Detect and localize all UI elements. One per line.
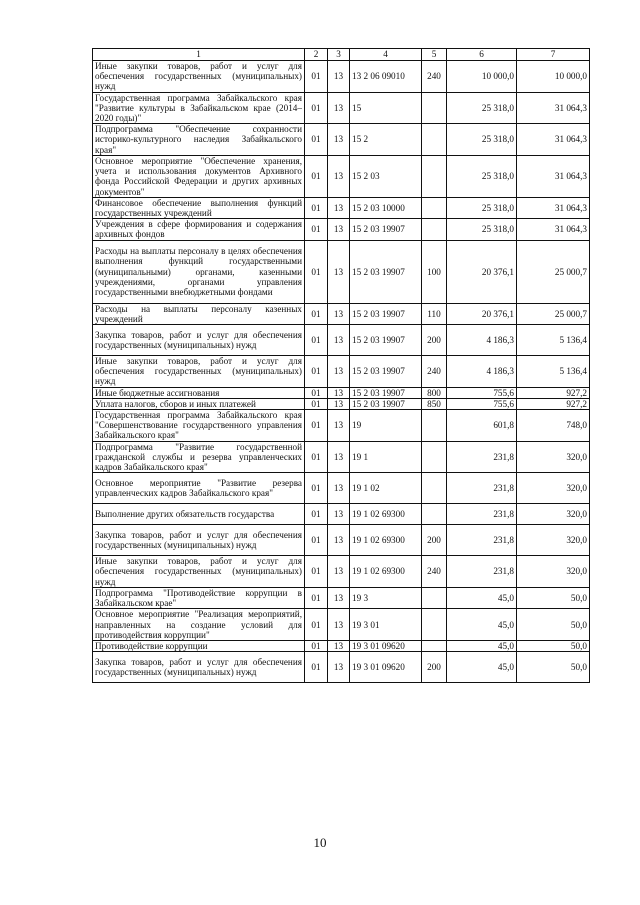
amount-year1-cell: 25 318,0: [447, 155, 517, 197]
section-code-cell: 01: [305, 587, 328, 608]
subsection-code-cell: 13: [328, 504, 350, 525]
table-row: [93, 652, 590, 683]
target-article-cell: 15 2 03 19907: [350, 303, 422, 324]
amount-year1-cell: 4 186,3: [447, 356, 517, 388]
section-code-cell: 01: [305, 356, 328, 388]
amount-year1-cell: 10 000,0: [447, 61, 517, 93]
expense-type-cell: 100: [422, 240, 447, 303]
section-code-cell: 01: [305, 652, 328, 683]
expense-type-cell: 200: [422, 525, 447, 556]
target-article-cell: 15 2 03 19907: [350, 325, 422, 356]
header-cell: 7: [517, 49, 590, 61]
section-code-cell: 01: [305, 473, 328, 504]
expense-type-cell: 800: [422, 387, 447, 398]
table-row: [93, 325, 590, 356]
header-cell: 1: [93, 49, 305, 61]
subsection-code-cell: 13: [328, 556, 350, 588]
target-article-cell: 15: [350, 92, 422, 124]
amount-year1-cell: 45,0: [447, 640, 517, 651]
expense-type-cell: [422, 640, 447, 651]
table-row: [93, 587, 590, 608]
header-cell: 6: [447, 49, 517, 61]
row-name-cell: Закупка товаров, работ и услуг для обеспечения государственных (муниципальных) нужд: [93, 652, 305, 683]
header-cell: 2: [305, 49, 328, 61]
amount-year2-cell: 25 000,7: [517, 303, 590, 324]
section-code-cell: 01: [305, 387, 328, 398]
target-article-cell: 15 2 03: [350, 155, 422, 197]
section-code-cell: 01: [305, 61, 328, 93]
row-name-cell: Выполнение других обязательств государства: [93, 504, 305, 525]
expense-type-cell: [422, 410, 447, 442]
target-article-cell: 19: [350, 410, 422, 442]
subsection-code-cell: 13: [328, 640, 350, 651]
header-cell: 4: [350, 49, 422, 61]
table-row: [93, 303, 590, 324]
subsection-code-cell: 13: [328, 587, 350, 608]
expense-type-cell: [422, 92, 447, 124]
amount-year1-cell: 20 376,1: [447, 303, 517, 324]
subsection-code-cell: 13: [328, 219, 350, 240]
amount-year2-cell: 50,0: [517, 640, 590, 651]
subsection-code-cell: 13: [328, 124, 350, 156]
amount-year2-cell: 927,2: [517, 387, 590, 398]
row-name-cell: Уплата налогов, сборов и иных платежей: [93, 398, 305, 409]
row-name-cell: Противодействие коррупции: [93, 640, 305, 651]
amount-year1-cell: 25 318,0: [447, 219, 517, 240]
amount-year1-cell: 755,6: [447, 398, 517, 409]
target-article-cell: 13 2 06 09010: [350, 61, 422, 93]
amount-year2-cell: 748,0: [517, 410, 590, 442]
amount-year2-cell: 320,0: [517, 525, 590, 556]
amount-year2-cell: 31 064,3: [517, 92, 590, 124]
section-code-cell: 01: [305, 609, 328, 641]
target-article-cell: 19 1 02: [350, 473, 422, 504]
expense-type-cell: 110: [422, 303, 447, 324]
target-article-cell: 15 2: [350, 124, 422, 156]
row-name-cell: Расходы на выплаты персоналу в целях обеспечения выполнения функций государственными (муниципальными) органами, казенными учреждениями, органами управления государственными внебюджетными фондами: [93, 240, 305, 303]
section-code-cell: 01: [305, 640, 328, 651]
row-name-cell: Иные бюджетные ассигнования: [93, 387, 305, 398]
amount-year2-cell: 50,0: [517, 609, 590, 641]
expense-type-cell: [422, 473, 447, 504]
target-article-cell: 19 1 02 69300: [350, 525, 422, 556]
table-row: [93, 640, 590, 651]
target-article-cell: 19 3: [350, 587, 422, 608]
amount-year2-cell: 5 136,4: [517, 356, 590, 388]
subsection-code-cell: 13: [328, 92, 350, 124]
table-row: [93, 441, 590, 473]
expense-type-cell: [422, 441, 447, 473]
subsection-code-cell: 13: [328, 387, 350, 398]
expense-type-cell: 850: [422, 398, 447, 409]
subsection-code-cell: 13: [328, 240, 350, 303]
target-article-cell: 15 2 03 19907: [350, 219, 422, 240]
section-code-cell: 01: [305, 219, 328, 240]
expense-type-cell: [422, 587, 447, 608]
amount-year1-cell: 45,0: [447, 609, 517, 641]
amount-year1-cell: 25 318,0: [447, 197, 517, 218]
row-name-cell: Государственная программа Забайкальского края "Совершенствование государственного управления Забайкальского края": [93, 410, 305, 442]
table-row: [93, 61, 590, 93]
subsection-code-cell: 13: [328, 303, 350, 324]
table-row: [93, 387, 590, 398]
amount-year1-cell: 755,6: [447, 387, 517, 398]
amount-year1-cell: 20 376,1: [447, 240, 517, 303]
page-number: 10: [313, 835, 327, 850]
header-cell: 5: [422, 49, 447, 61]
table-row: [93, 197, 590, 218]
amount-year1-cell: 601,8: [447, 410, 517, 442]
target-article-cell: 19 3 01 09620: [350, 640, 422, 651]
section-code-cell: 01: [305, 410, 328, 442]
amount-year1-cell: 231,8: [447, 441, 517, 473]
amount-year2-cell: 320,0: [517, 473, 590, 504]
table-header-row: [93, 49, 590, 61]
section-code-cell: 01: [305, 504, 328, 525]
amount-year2-cell: 31 064,3: [517, 197, 590, 218]
amount-year2-cell: 320,0: [517, 441, 590, 473]
subsection-code-cell: 13: [328, 398, 350, 409]
table-row: [93, 398, 590, 409]
table-row: [93, 124, 590, 156]
subsection-code-cell: 13: [328, 525, 350, 556]
expense-type-cell: [422, 197, 447, 218]
target-article-cell: 19 1 02 69300: [350, 504, 422, 525]
budget-table: [92, 48, 590, 683]
table-row: [93, 525, 590, 556]
section-code-cell: 01: [305, 441, 328, 473]
amount-year1-cell: 25 318,0: [447, 92, 517, 124]
expense-type-cell: [422, 124, 447, 156]
row-name-cell: Иные закупки товаров, работ и услуг для обеспечения государственных (муниципальных) нужд: [93, 61, 305, 93]
section-code-cell: 01: [305, 398, 328, 409]
amount-year2-cell: 320,0: [517, 504, 590, 525]
row-name-cell: Закупка товаров, работ и услуг для обеспечения государственных (муниципальных) нужд: [93, 525, 305, 556]
expense-type-cell: 240: [422, 356, 447, 388]
table-row: [93, 240, 590, 303]
target-article-cell: 19 3 01 09620: [350, 652, 422, 683]
row-name-cell: Подпрограмма "Обеспечение сохранности историко-культурного наследия Забайкальского края": [93, 124, 305, 156]
row-name-cell: Иные закупки товаров, работ и услуг для обеспечения государственных (муниципальных) нужд: [93, 556, 305, 588]
section-code-cell: 01: [305, 197, 328, 218]
amount-year2-cell: 25 000,7: [517, 240, 590, 303]
amount-year2-cell: 31 064,3: [517, 219, 590, 240]
section-code-cell: 01: [305, 155, 328, 197]
row-name-cell: Основное мероприятие "Обеспечение хранения, учета и использования документов Архивного фонда Российской Федерации и других архивных документов": [93, 155, 305, 197]
row-name-cell: Расходы на выплаты персоналу казенных учреждений: [93, 303, 305, 324]
section-code-cell: 01: [305, 525, 328, 556]
target-article-cell: 15 2 03 10000: [350, 197, 422, 218]
amount-year1-cell: 45,0: [447, 587, 517, 608]
subsection-code-cell: 13: [328, 356, 350, 388]
amount-year1-cell: 4 186,3: [447, 325, 517, 356]
table-row: [93, 504, 590, 525]
amount-year1-cell: 231,8: [447, 525, 517, 556]
amount-year1-cell: 45,0: [447, 652, 517, 683]
row-name-cell: Закупка товаров, работ и услуг для обеспечения государственных (муниципальных) нужд: [93, 325, 305, 356]
subsection-code-cell: 13: [328, 609, 350, 641]
section-code-cell: 01: [305, 556, 328, 588]
target-article-cell: 15 2 03 19907: [350, 387, 422, 398]
table-row: [93, 356, 590, 388]
target-article-cell: 15 2 03 19907: [350, 356, 422, 388]
subsection-code-cell: 13: [328, 473, 350, 504]
amount-year2-cell: 927,2: [517, 398, 590, 409]
subsection-code-cell: 13: [328, 652, 350, 683]
row-name-cell: Финансовое обеспечение выполнения функций государственных учреждений: [93, 197, 305, 218]
table-row: [93, 609, 590, 641]
amount-year2-cell: 50,0: [517, 587, 590, 608]
header-cell: 3: [328, 49, 350, 61]
row-name-cell: Основное мероприятие "Развитие резерва управленческих кадров Забайкальского края": [93, 473, 305, 504]
row-name-cell: Иные закупки товаров, работ и услуг для обеспечения государственных (муниципальных) нужд: [93, 356, 305, 388]
amount-year1-cell: 231,8: [447, 556, 517, 588]
subsection-code-cell: 13: [328, 325, 350, 356]
row-name-cell: Подпрограмма "Противодействие коррупции в Забайкальском крае": [93, 587, 305, 608]
amount-year1-cell: 231,8: [447, 473, 517, 504]
expense-type-cell: [422, 504, 447, 525]
table-row: [93, 410, 590, 442]
target-article-cell: 19 1 02 69300: [350, 556, 422, 588]
section-code-cell: 01: [305, 240, 328, 303]
expense-type-cell: [422, 155, 447, 197]
amount-year2-cell: 31 064,3: [517, 155, 590, 197]
amount-year1-cell: 25 318,0: [447, 124, 517, 156]
section-code-cell: 01: [305, 92, 328, 124]
target-article-cell: 15 2 03 19907: [350, 240, 422, 303]
amount-year2-cell: 10 000,0: [517, 61, 590, 93]
row-name-cell: Основное мероприятие "Реализация мероприятий, направленных на создание условий для противодействия коррупции": [93, 609, 305, 641]
section-code-cell: 01: [305, 325, 328, 356]
expense-type-cell: 200: [422, 652, 447, 683]
row-name-cell: Учреждения в сфере формирования и содержания архивных фондов: [93, 219, 305, 240]
target-article-cell: 15 2 03 19907: [350, 398, 422, 409]
target-article-cell: 19 3 01: [350, 609, 422, 641]
section-code-cell: 01: [305, 124, 328, 156]
table-row: [93, 155, 590, 197]
amount-year2-cell: 320,0: [517, 556, 590, 588]
amount-year2-cell: 31 064,3: [517, 124, 590, 156]
amount-year2-cell: 5 136,4: [517, 325, 590, 356]
table-row: [93, 473, 590, 504]
subsection-code-cell: 13: [328, 155, 350, 197]
row-name-cell: Государственная программа Забайкальского края "Развитие культуры в Забайкальском крае (2014–2020 годы)": [93, 92, 305, 124]
subsection-code-cell: 13: [328, 441, 350, 473]
section-code-cell: 01: [305, 303, 328, 324]
expense-type-cell: [422, 219, 447, 240]
expense-type-cell: 240: [422, 61, 447, 93]
subsection-code-cell: 13: [328, 410, 350, 442]
expense-type-cell: 200: [422, 325, 447, 356]
expense-type-cell: [422, 609, 447, 641]
table-row: [93, 219, 590, 240]
subsection-code-cell: 13: [328, 61, 350, 93]
target-article-cell: 19 1: [350, 441, 422, 473]
amount-year1-cell: 231,8: [447, 504, 517, 525]
subsection-code-cell: 13: [328, 197, 350, 218]
row-name-cell: Подпрограмма "Развитие государственной гражданской службы и резерва управленческих кадров Забайкальского края": [93, 441, 305, 473]
amount-year2-cell: 50,0: [517, 652, 590, 683]
table-row: [93, 556, 590, 588]
expense-type-cell: 240: [422, 556, 447, 588]
table-row: [93, 92, 590, 124]
